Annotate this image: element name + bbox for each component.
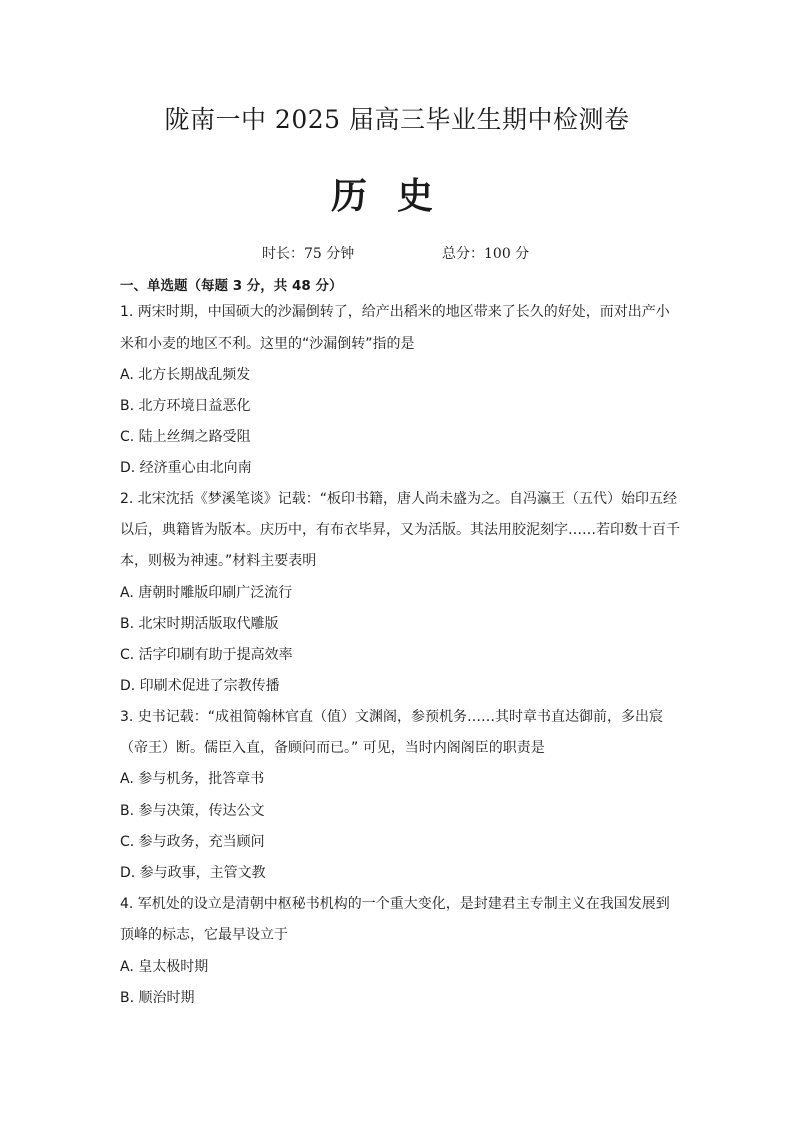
option-item: B. 北方环境日益恶化 (120, 398, 251, 414)
section-heading: 一、单选题（每题 3 分，共 48 分） (120, 278, 343, 294)
question-stem-line: （帝王）断。儒臣入直，备顾问而已。” 可见，当时内阁阁臣的职责是 (120, 740, 545, 756)
question-stem-line: 米和小麦的地区不利。这里的“沙漏倒转”指的是 (120, 336, 415, 352)
option-item: B. 顺治时期 (120, 990, 195, 1006)
option-item: D. 经济重心由北向南 (120, 460, 252, 476)
option-item: B. 参与决策，传达公文 (120, 803, 265, 819)
question-stem-line: 4. 军机处的设立是清朝中枢秘书机构的一个重大变化，是封建君主专制主义在我国发展到 (120, 896, 670, 912)
question-stem-line: 1. 两宋时期，中国硕大的沙漏倒转了，给产出稻米的地区带来了长久的好处，而对出产小 (120, 304, 670, 320)
option-item: A. 参与机务，批答章书 (120, 771, 265, 787)
option-item: C. 活字印刷有助于提高效率 (120, 647, 293, 663)
option-item: B. 北宋时期活版取代雕版 (120, 616, 279, 632)
question-stem-line: 2. 北宋沈括《梦溪笔谈》记载：“板印书籍，唐人尚未盛为之。自冯瀛王（五代）始印五经 (120, 491, 678, 507)
question-stem-line: 本，则极为神速。”材料主要表明 (120, 553, 317, 569)
option-item: A. 北方长期战乱频发 (120, 367, 251, 383)
question-stem-line: 顶峰的标志，它最早设立于 (120, 927, 288, 943)
option-item: A. 唐朝时雕版印刷广泛流行 (120, 585, 293, 601)
exam-total-score: 总分：100 分 (442, 246, 530, 262)
subject-title: 历史 (330, 176, 463, 217)
option-item: A. 皇太极时期 (120, 959, 209, 975)
exam-title: 陇南一中 2025 届高三毕业生期中检测卷 (164, 105, 630, 134)
exam-duration: 时长：75 分钟 (262, 246, 355, 262)
option-item: D. 参与政事，主管文教 (120, 865, 266, 881)
option-item: C. 陆上丝绸之路受阻 (120, 429, 251, 445)
option-item: D. 印刷术促进了宗教传播 (120, 678, 280, 694)
question-stem-line: 以后，典籍皆为版本。庆历中，有布衣毕昇，又为活版。其法用胶泥刻字……若印数十百千 (120, 522, 680, 538)
option-item: C. 参与政务，充当顾问 (120, 834, 265, 850)
question-stem-line: 3. 史书记载：“成祖简翰林官直（值）文渊阁，参预机务……其时章书直达御前，多出宸 (120, 709, 664, 725)
